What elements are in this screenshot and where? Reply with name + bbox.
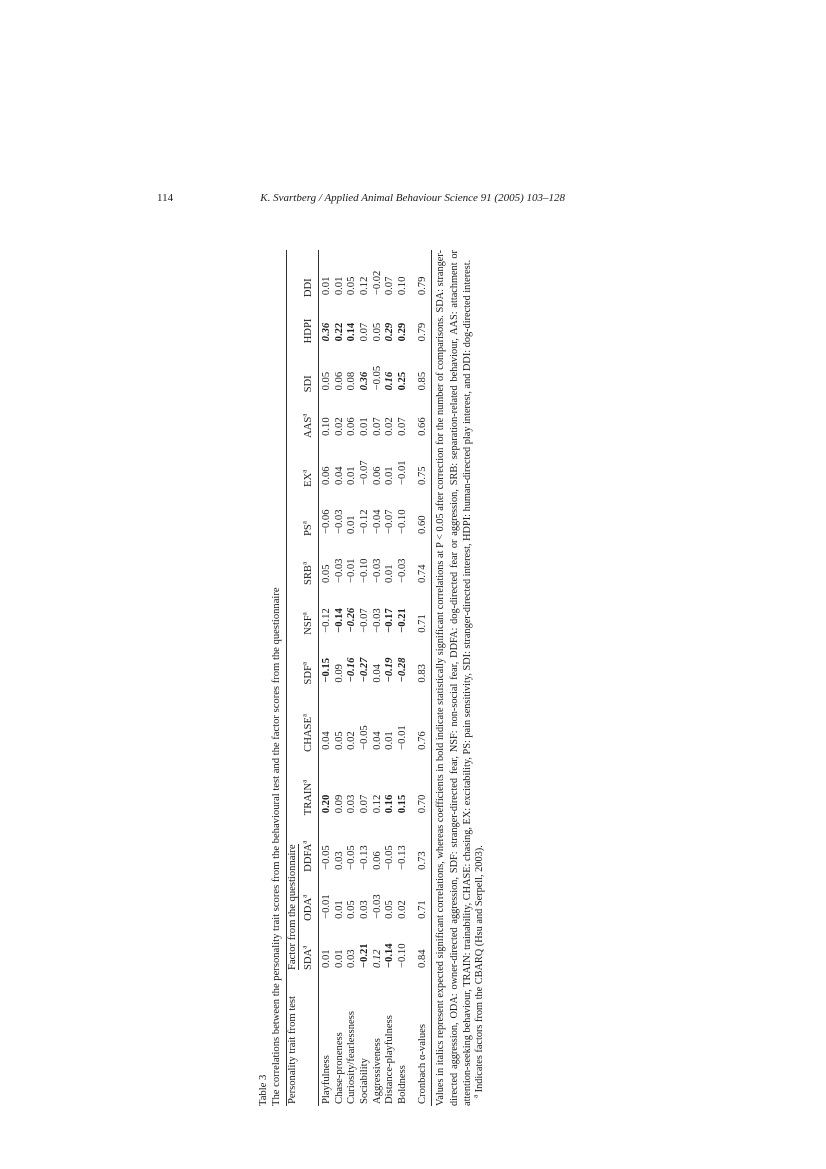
column-header-oda [302,874,318,923]
table-cell: −0.07 [358,608,370,633]
column-header-label: PS [303,524,315,536]
group-header-label: Factor from the questionnaire [287,844,299,970]
table-cell: −0.07 [358,460,370,485]
column-header-srb [302,538,318,587]
table-cell: −0.19 [384,657,396,683]
table-cell: −0.03 [371,608,383,633]
table-row [397,250,410,1106]
footnote-mark: a [471,1094,480,1098]
table-cell: 0.01 [384,466,396,485]
table-cell: −0.27 [358,657,370,683]
table-cell: 0.03 [333,851,345,870]
alpha-value: 0.75 [417,440,432,489]
table-cell: 0.06 [346,417,358,436]
column-header-ps [302,489,318,538]
table-label: Table 3 [258,1074,269,1106]
column-header-label: AAS [303,416,315,438]
column-header-footnote-mark: a [300,713,309,718]
column-header-label: DDI [303,278,315,298]
alpha-value: 0.85 [417,345,432,394]
table-cell: −0.21 [397,608,409,633]
table-body [318,250,432,1106]
table-cell: 0.05 [384,900,396,919]
alpha-row [417,250,432,1106]
table-cell: −0.10 [397,509,409,534]
table-cell: 0.02 [397,900,409,919]
table-caption: The correlations between the personality trait scores from the behavioural test and the factor scores from the questionnaire [270,587,282,1106]
alpha-value: 0.73 [417,817,432,874]
table-cell: −0.05 [320,845,332,870]
table-cell: −0.02 [371,270,383,296]
table-cell: 0.04 [371,664,383,683]
table-cell: 0.02 [384,417,396,436]
table-cell: 0.22 [333,322,345,342]
table-cell: −0.06 [320,509,332,534]
table-cell: 0.29 [397,322,409,342]
alpha-value: 0.76 [417,687,432,754]
table-cell: −0.10 [397,943,409,968]
table-cell: −0.14 [384,943,396,968]
column-header-aas [302,394,318,440]
table-cell: 0.12 [358,276,370,296]
column-header-label: NSF [303,615,315,635]
table-cell: 0.06 [333,371,345,391]
table-cell: 0.12 [371,794,383,814]
row-label: Boldness [397,1065,409,1104]
row-label: Playfulness [320,1055,332,1104]
table-cell: 0.03 [346,949,358,968]
table-cell: 0.05 [320,371,332,391]
table-cell: −0.15 [320,657,332,683]
table-cell: −0.16 [346,657,358,683]
table-cell: −0.04 [371,509,383,534]
table-cell: 0.01 [358,417,370,436]
column-header-label: CHASE [303,717,315,752]
table-cell: 0.07 [384,276,396,296]
table-cell: 0.16 [384,371,396,391]
table-cell: 0.01 [384,731,396,750]
column-header-nsf [302,587,318,637]
table-row [359,250,372,1106]
table-cell: 0.01 [384,564,396,584]
table-row [346,250,359,1106]
table-cell: 0.01 [346,466,358,485]
table-cell: −0.05 [371,365,383,391]
column-header-footnote-mark: a [300,612,309,616]
alpha-value: 0.79 [417,250,432,299]
table-cell: 0.07 [397,417,409,436]
table-cell: −0.01 [320,894,332,919]
table-cell: 0.02 [333,417,345,436]
table-cell: 0.03 [358,900,370,919]
table-cell: 0.20 [320,794,332,814]
row-label: Sociability [358,1058,370,1104]
table-cell: 0.06 [320,466,332,485]
table-cell: −0.13 [358,845,370,870]
alpha-value: 0.66 [417,394,432,440]
running-head: K. Svartberg / Applied Animal Behaviour Science 91 (2005) 103–128 [260,192,565,204]
footnote-text: Indicates factors from the CBARQ (Hsu and Serpell, 2003). [473,845,485,1093]
table-cell: −0.14 [333,608,345,633]
alpha-value: 0.71 [417,874,432,923]
table-row [334,250,347,1106]
table-cell: 0.14 [346,322,358,342]
table-cell: 0.02 [346,731,358,750]
table-cell: 0.01 [333,276,345,296]
table-cell: 0.09 [333,794,345,814]
row-label: Distance-playfulness [384,1015,396,1104]
table-cell: 0.05 [333,731,345,750]
column-header-ex [302,440,318,489]
table-cell: 0.07 [358,322,370,342]
table-cell: −0.01 [397,460,409,485]
table-cell: −0.07 [384,509,396,534]
table-cell: 0.01 [320,949,332,968]
column-header-hdpi [302,299,318,345]
table-cell: 0.12 [371,949,383,968]
spacer-row [410,250,417,1106]
table-cell: 0.05 [346,276,358,296]
alpha-value: 0.74 [417,538,432,587]
table-cell: −0.21 [358,943,370,968]
column-header-sda [302,923,318,972]
table-cell: 0.03 [346,794,358,814]
table-cell: −0.03 [333,509,345,534]
alpha-row-label: Cronbach α-values [417,972,432,1106]
table-cell: −0.17 [384,608,396,633]
column-header-ddi [302,250,318,299]
table-cell: 0.06 [371,466,383,485]
table-cell: −0.05 [384,845,396,870]
table-cell: 0.04 [371,731,383,750]
table-cell: −0.13 [397,845,409,870]
table-row [384,250,397,1106]
table-cell: 0.08 [346,371,358,391]
table-cell: 0.01 [320,276,332,296]
alpha-value: 0.60 [417,489,432,538]
row-label: Aggressiveness [371,1038,383,1104]
table-cell: 0.05 [371,322,383,342]
alpha-value: 0.83 [417,637,432,687]
table-cell: −0.05 [358,725,370,750]
table-cell: 0.05 [320,564,332,584]
column-header-label: EX [303,472,315,487]
table-container [286,216,432,1106]
column-header-footnote-mark: a [300,945,309,949]
table-cell: 0.01 [346,515,358,534]
column-header-train [302,754,318,817]
column-header-label: ODA [303,897,315,921]
column-header-chase [302,687,318,754]
table-cell: 0.10 [320,417,332,436]
column-header-footnote-mark: a [300,894,309,898]
table-group-header-row [287,250,302,1106]
table-cell: −0.03 [371,894,383,919]
column-header-label: SDA [303,948,315,970]
column-header-footnote-mark: a [300,469,309,473]
alpha-value: 0.84 [417,923,432,972]
column-header-label: SDI [303,375,315,393]
table-cell: 0.07 [358,794,370,814]
table-cell: −0.26 [346,607,358,633]
table-cell: 0.36 [320,322,332,342]
table-cell: −0.03 [333,558,345,584]
column-header-label: TRAIN [303,782,315,816]
table-cell: 0.05 [346,900,358,919]
table-cell: −0.01 [346,558,358,584]
column-header-label: SDF [303,665,315,685]
row-label: Chase-proneness [333,1032,345,1104]
column-header-footnote-mark: a [300,521,309,525]
table-cell: −0.05 [346,845,358,870]
correlation-table [286,250,432,1106]
table-cell: 0.10 [397,276,409,296]
table-cell: 0.07 [371,417,383,436]
column-header-ddfa [302,817,318,874]
table-cell: −0.01 [397,725,409,750]
table-cell: 0.16 [384,794,396,814]
column-header-label: HDPI [303,318,315,344]
column-header-footnote-mark: a [300,561,309,565]
table-cell: 0.04 [320,731,332,750]
alpha-value: 0.79 [417,299,432,345]
column-header-footnote-mark: a [300,840,309,844]
column-header-sdi [302,345,318,394]
column-header-sdf [302,637,318,687]
alpha-value: 0.70 [417,754,432,817]
corner-header: Personality trait from test [287,972,318,1106]
spacer-cell [410,250,417,1106]
group-header [287,250,302,972]
table-cell: 0.01 [333,900,345,919]
table-cell: −0.03 [397,558,409,584]
table-cell: 0.25 [397,371,409,391]
column-header-label: DDFA [303,843,315,872]
table-cell: −0.28 [397,657,409,683]
alpha-value: 0.71 [417,587,432,637]
table-cell: −0.03 [371,558,383,584]
rotated-table-block [258,216,508,1106]
table-cell: 0.29 [384,322,396,342]
table-cell: 0.15 [397,794,409,814]
page-number: 114 [157,192,174,204]
table-row [372,250,385,1106]
table-cell: −0.12 [320,608,332,633]
table-cell: 0.06 [371,851,383,870]
table-footnote [471,242,486,1106]
column-header-footnote-mark: a [300,779,309,783]
table-cell: 0.09 [333,664,345,683]
table-cell: 0.01 [333,949,345,968]
table-notes: Values in italics represent expected significant correlations, whereas coefficients in bold indicate statistically significant correlations at P < 0.05 after correction for the number of comparisons. SDA: stranger-directed aggression, ODA: owner-directed aggression, SDF: stranger-directed fear, NSF: non-social fear, DDFA: dog-directed fear or aggression, SRB: separation-related behaviour, AAS: attachment or attention-seeking behaviour, TRAIN: trainability, CHASE: chasing, EX: excitability, PS: pain sensitivity, SDI: stranger-directed interest, HDPI: human-directed play interest, and DDI: dog-directed interest. [435,250,473,1106]
table-cell: −0.10 [358,558,370,584]
column-header-footnote-mark: a [300,413,309,417]
column-header-label: SRB [303,565,315,586]
table-row [318,250,333,1106]
table-cell: −0.12 [358,509,370,534]
column-header-footnote-mark: a [300,662,309,666]
table-cell: 0.04 [333,466,345,485]
row-label: Curiosity/fearlessness [346,1011,358,1104]
table-cell: 0.36 [358,371,370,391]
